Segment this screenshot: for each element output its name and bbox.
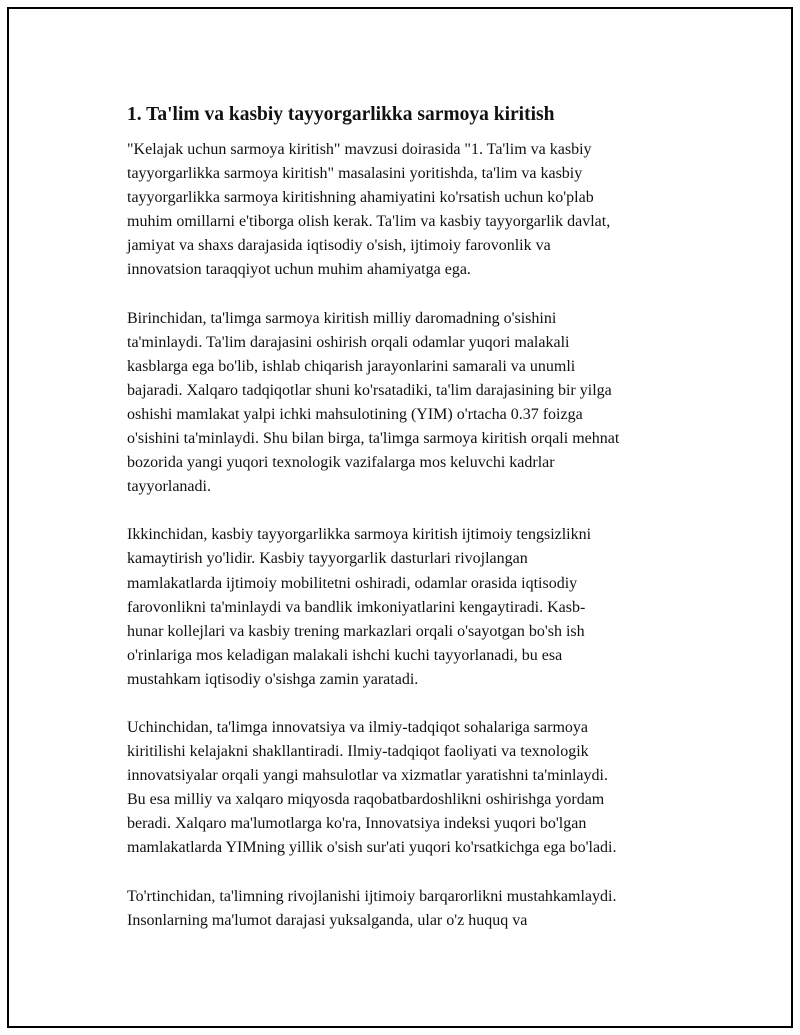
- paragraph-third: [127, 716, 707, 861]
- text-line: Bu esa milliy va xalqaro miqyosda raqobatbardoshlikni oshirishga yordam: [127, 791, 605, 809]
- paragraph-second: [127, 523, 707, 692]
- text-line: muhim omillarni e'tiborga olish kerak. Ta'lim va kasbiy tayyorgarlik davlat,: [127, 213, 611, 231]
- paragraph-intro: [127, 138, 707, 283]
- text-line: jamiyat va shaxs darajasida iqtisodiy o'sish, ijtimoiy farovonlik va: [127, 237, 551, 255]
- text-line: oshishi mamlakat yalpi ichki mahsulotining (YIM) o'rtacha 0.37 foizga: [127, 405, 583, 423]
- text-line: tayyorgarlikka sarmoya kiritish" masalasini yoritishda, ta'lim va kasbiy: [127, 165, 583, 183]
- text-line: kamaytirish yo'lidir. Kasbiy tayyorgarlik dasturlari rivojlangan: [127, 550, 528, 568]
- text-line: hunar kollejlari va kasbiy trening markazlari orqali o'sayotgan bo'sh ish: [127, 622, 585, 640]
- page-frame: [7, 7, 793, 1028]
- text-line: Ikkinchidan, kasbiy tayyorgarlikka sarmoya kiritish ijtimoiy tengsizlikni: [127, 526, 592, 544]
- text-line: kiritilishi kelajakni shakllantiradi. Ilmiy-tadqiqot faoliyati va texnologik: [127, 743, 589, 761]
- text-line: Uchinchidan, ta'limga innovatsiya va ilmiy-tadqiqot sohalariga sarmoya: [127, 718, 588, 736]
- text-line: kasblarga ega bo'lib, ishlab chiqarish jarayonlarini samarali va unumli: [127, 357, 576, 375]
- text-line: beradi. Xalqaro ma'lumotlarga ko'ra, Innovatsiya indeksi yuqori bo'lgan: [127, 815, 587, 833]
- text-line: bajaradi. Xalqaro tadqiqotlar shuni ko'rsatadiki, ta'lim darajasining bir yilga: [127, 381, 612, 399]
- paragraph-first: [127, 307, 707, 500]
- text-line: tayyorlanadi.: [127, 478, 211, 496]
- text-line: ta'minlaydi. Ta'lim darajasini oshirish orqali odamlar yuqori malakali: [127, 333, 570, 351]
- text-line: Birinchidan, ta'limga sarmoya kiritish milliy daromadning o'sishini: [127, 309, 557, 327]
- text-line: "Kelajak uchun sarmoya kiritish" mavzusi doirasida "1. Ta'lim va kasbiy: [127, 141, 592, 158]
- text-line: o'sishini ta'minlaydi. Shu bilan birga, ta'limga sarmoya kiritish orqali mehnat: [127, 430, 620, 448]
- text-line: bozorida yangi yuqori texnologik vazifalarga mos keluvchi kadrlar: [127, 454, 555, 472]
- text-line: innovatsiyalar orqali yangi mahsulotlar va xizmatlar yaratishni ta'minlaydi.: [127, 767, 608, 785]
- text-line: innovatsion taraqqiyot uchun muhim ahamiyatga ega.: [127, 261, 471, 279]
- text-line: mamlakatlarda ijtimoiy mobilitetni oshiradi, odamlar orasida iqtisodiy: [127, 574, 578, 592]
- text-line: mamlakatlarda YIMning yillik o'sish sur'ati yuqori ko'rsatkichga ega bo'ladi.: [127, 839, 617, 857]
- section-heading: 1. Ta'lim va kasbiy tayyorgarlikka sarmoya kiritish: [127, 104, 555, 125]
- text-line: mustahkam iqtisodiy o'sishga zamin yaratadi.: [127, 670, 419, 688]
- document-body: [127, 102, 707, 957]
- text-line: To'rtinchidan, ta'limning rivojlanishi ijtimoiy barqarorlikni mustahkamlaydi.: [127, 887, 617, 905]
- text-line: o'rinlariga mos keladigan malakali ishchi kuchi tayyorlanadi, bu esa: [127, 646, 563, 664]
- text-line: farovonlikni ta'minlaydi va bandlik imkoniyatlarini kengaytiradi. Kasb-: [127, 598, 586, 616]
- text-line: tayyorgarlikka sarmoya kiritishning ahamiyatini ko'rsatish uchun ko'plab: [127, 189, 594, 207]
- paragraph-fourth: [127, 885, 707, 933]
- text-line: Insonlarning ma'lumot darajasi yuksalganda, ular o'z huquq va: [127, 911, 528, 929]
